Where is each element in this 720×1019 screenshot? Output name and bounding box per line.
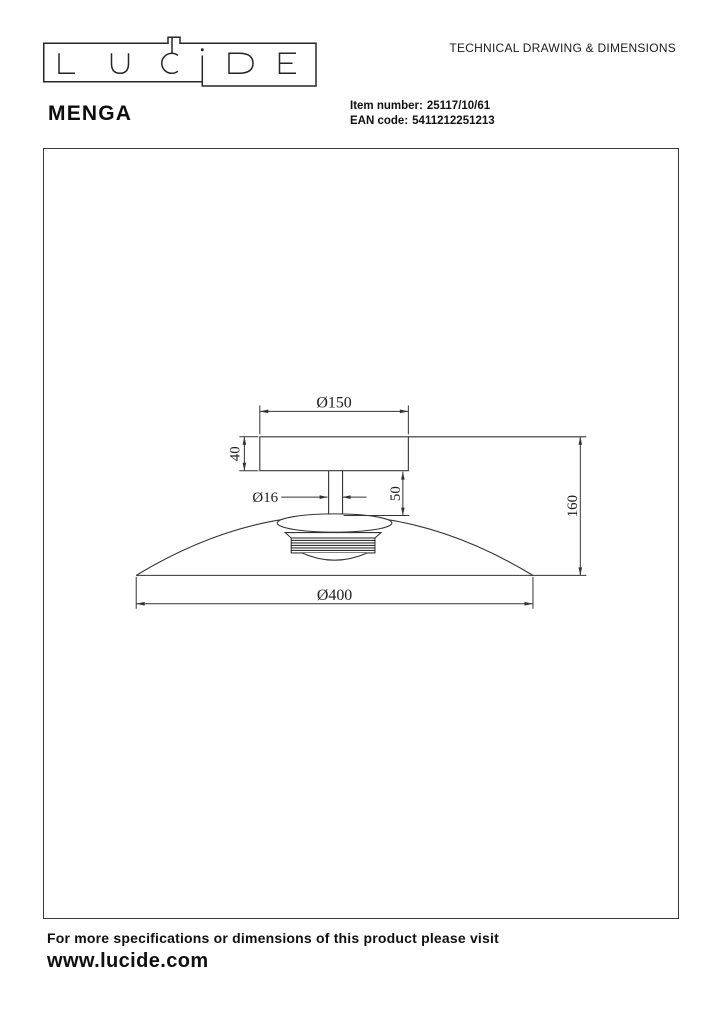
- item-number-value: 25117/10/61: [426, 100, 491, 112]
- holder-lens: [302, 553, 367, 560]
- ean-code-row: [350, 114, 495, 129]
- product-info-block: [350, 99, 495, 129]
- dim-canopy-height: 40: [227, 446, 244, 462]
- dim-total-height: 160: [564, 494, 581, 518]
- footer: [47, 930, 499, 973]
- product-name: MENGA: [48, 102, 133, 125]
- canopy: [260, 437, 409, 471]
- ean-code-value: 5411212251213: [412, 115, 495, 127]
- lamp-outline: [136, 437, 586, 576]
- dim-stem-diameter: Ø16: [252, 490, 279, 507]
- shade-opening-ellipse: [277, 514, 392, 532]
- document-title: TECHNICAL DRAWING & DIMENSIONS: [449, 41, 676, 55]
- dim-shade-diameter: Ø400: [316, 586, 353, 604]
- ean-code-label: EAN code:: [350, 115, 409, 127]
- lucide-logo: [43, 36, 317, 88]
- technical-drawing-frame: [43, 148, 679, 919]
- item-number-label: Item number:: [350, 100, 423, 112]
- technical-drawing: [44, 149, 678, 918]
- footer-website-link[interactable]: www.lucide.com: [47, 950, 209, 972]
- holder-flange: [285, 533, 381, 538]
- dim-stem-length: 50: [387, 486, 404, 502]
- dimension-lines: [136, 405, 580, 608]
- footer-text: For more specifications or dimensions of this product please visit: [47, 930, 499, 946]
- dim-canopy-diameter: Ø150: [316, 394, 352, 412]
- item-number-row: [350, 99, 495, 114]
- logo-border: [44, 37, 316, 86]
